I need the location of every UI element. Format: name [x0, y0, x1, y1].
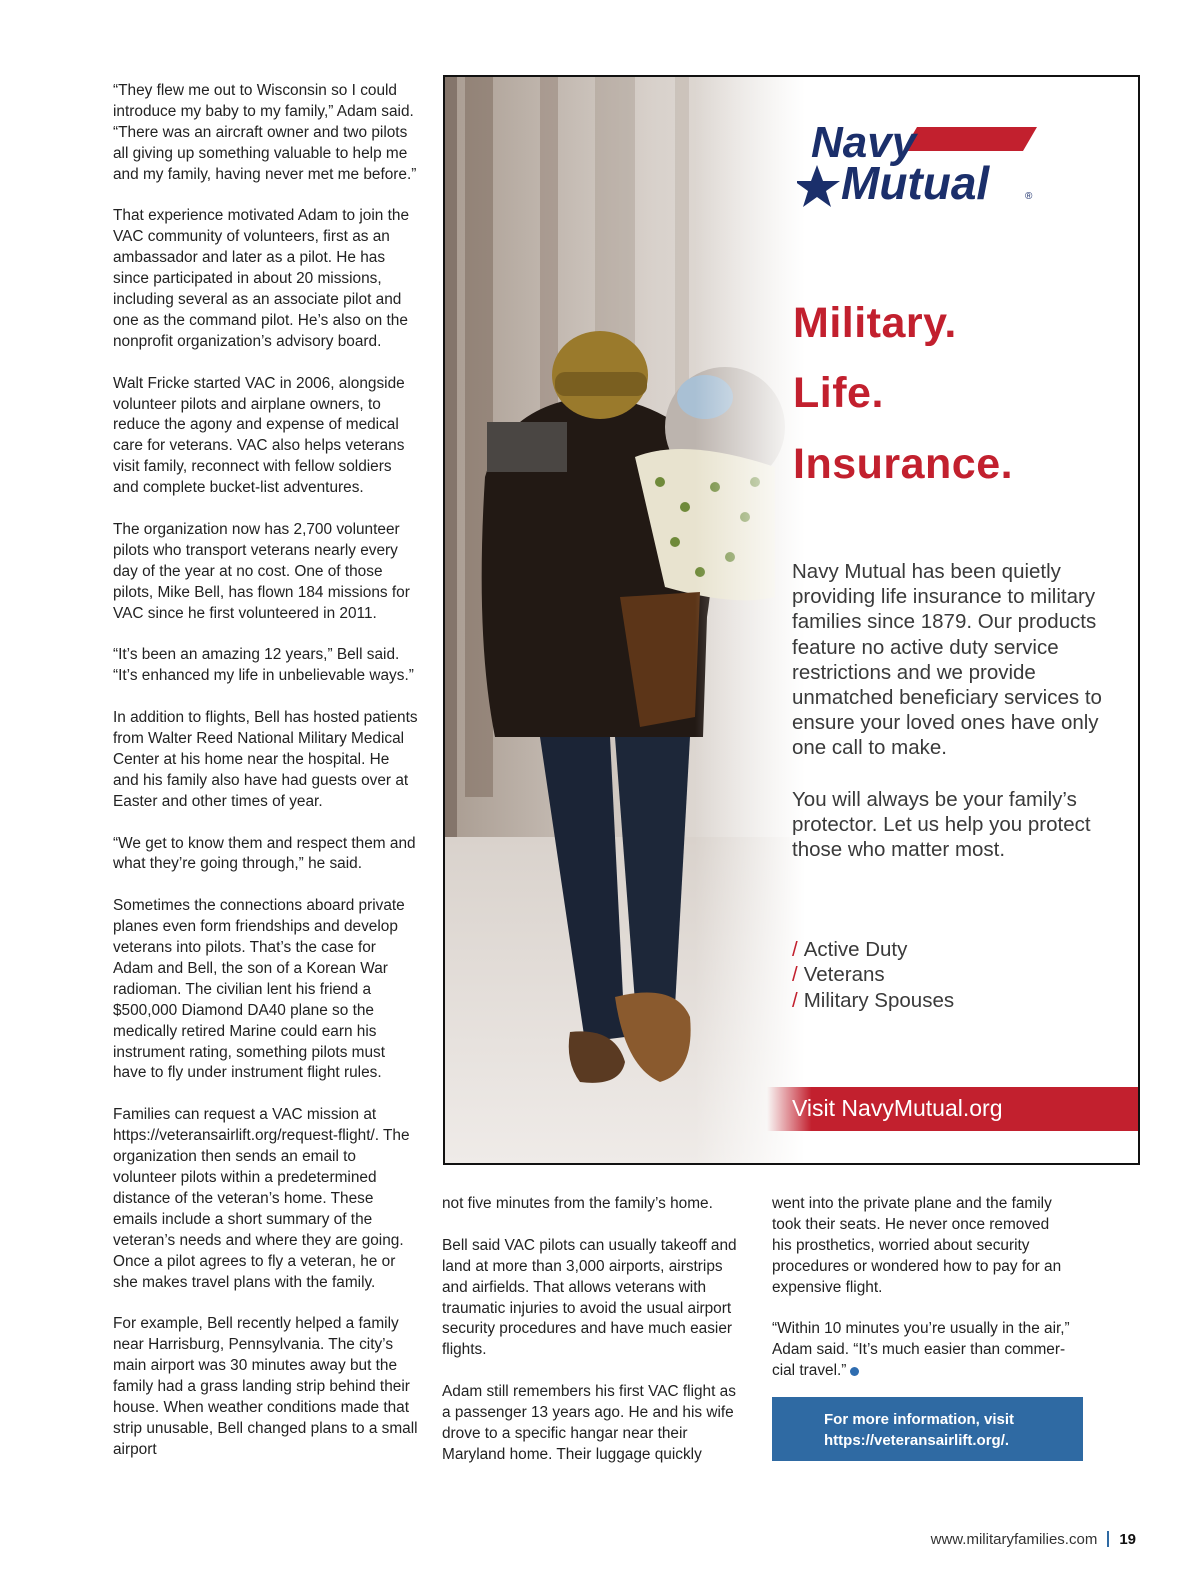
ad-headline-military: Military.: [793, 299, 957, 347]
article-paragraph: For example, Bell recently helped a family near Harrisburg, Pennsylvania. The city’s main airport was 30 minutes away but the family had a grass landing strip behind their house. When weather conditions made that strip unusable, Bell changed plans to a small airport: [113, 1315, 418, 1458]
page-number: 19: [1119, 1531, 1136, 1548]
navy-mutual-logo: [797, 113, 1037, 209]
article-paragraph: Sometimes the connections aboard private planes even form friendships and develop veterans into pilots. That’s the case for Adam and Bell, the son of a Korean War radioman. The civilian lent his friend a $500,000 Diamond DA40 plane so the medically retired Marine could earn his instrument rating, something pilots must have to fly under instrument flight rules.: [113, 897, 405, 1082]
ad-body-paragraph-2: You will always be your family’s protector. Let us help you protect those who matter most.: [792, 788, 1091, 862]
article-paragraph: not five minutes from the family’s home.: [442, 1195, 713, 1212]
svg-text:Mutual: Mutual: [841, 157, 990, 209]
article-paragraph: “They flew me out to Wisconsin so I could introduce my baby to my family,” Adam said. “There was an aircraft owner and two pilots all giving up something valuable to help me and my family, having never met me before.”: [113, 82, 417, 183]
article-paragraph: Walt Fricke started VAC in 2006, alongside volunteer pilots and airplane owners, to reduce the agony and expense of medical care for veterans. VAC also helps veterans visit family, reconnect with fellow soldiers and complete bucket-list adventures.: [113, 374, 405, 497]
article-paragraph: Families can request a VAC mission at https://veteransairlift.org/request-flight/. The organization then sends an email to volunteer pilots within a predetermined distance of the veteran’s home. These emails include a short summary of the veteran’s needs and where they are going. Once a pilot agrees to fly a veteran, he or she makes travel plans with the family.: [113, 1106, 410, 1291]
article-paragraph: That experience motivated Adam to join the VAC community of volunteers, first as an ambassador and later as a pilot. He has since participated in about 20 missions, including several as an associate pilot and one as the command pilot. He’s also on the nonprofit organization’s advisory board.: [113, 207, 410, 350]
ad-visit-link-text[interactable]: Visit NavyMutual.org: [792, 1095, 1003, 1121]
article-paragraph: Adam still remembers his first VAC flight as a passenger 13 years ago. He and his wife drove to a specific hangar near their Maryland home. Their luggage quickly: [442, 1383, 736, 1463]
ad-list-item: / Military Spouses: [792, 988, 955, 1012]
navy-mutual-advertisement[interactable]: [443, 75, 1140, 1165]
footer-url[interactable]: www.militaryfamilies.com: [930, 1531, 1098, 1548]
article-paragraph: In addition to flights, Bell has hosted patients from Walter Reed National Military Medical Center at his home near the hospital. He and his family also have had guests over at Easter and other times of year.: [113, 709, 418, 810]
article-paragraph: Bell said VAC pilots can usually takeoff and land at more than 3,000 airports, airstrips and airfields. That allows veterans with traumatic injuries to avoid the usual airport security procedures and have much easier flights.: [442, 1236, 737, 1359]
article-column-3: [772, 1194, 1072, 1382]
article-paragraph: “It’s been an amazing 12 years,” Bell said. “It’s enhanced my life in unbelievable ways.”: [113, 646, 414, 685]
ad-headline-life: Life.: [793, 369, 884, 417]
ad-headline-insurance: Insurance.: [793, 440, 1014, 488]
article-column-1: [113, 81, 418, 1461]
page-footer: [931, 1531, 1136, 1548]
ad-list-item: / Veterans: [792, 963, 885, 987]
article-paragraph: went into the private plane and the family took their seats. He never once removed his prosthetics, worried about security procedures or wondered how to pay for an expensive flight.: [772, 1195, 1062, 1296]
article-paragraph: The organization now has 2,700 volunteer pilots who transport veterans nearly every day of the year at no cost. One of those pilots, Mike Bell, has flown 184 missions for VAC since he first volunteered in 2011.: [113, 520, 410, 622]
ad-visit-link-banner[interactable]: [767, 1087, 1138, 1131]
article-paragraph: “Within 10 minutes you’re usually in the air,” Adam said. “It’s much easier than commercial travel.”: [772, 1320, 1070, 1380]
more-info-text: For more information, visit https://veteransairlift.org/.: [824, 1411, 1015, 1449]
article-paragraph: “We get to know them and respect them and what they’re going through,” he said.: [113, 834, 416, 873]
article-column-2: [442, 1194, 747, 1466]
svg-text:Navy: Navy: [811, 118, 917, 167]
end-of-article-icon: [850, 1367, 859, 1376]
ad-body-paragraph-1: Navy Mutual has been quietly providing life insurance to military families since 1879. Our products feature no active duty service restrictions and we provide unmatched beneficiary services to ensure your loved ones have only one call to make.: [792, 560, 1102, 760]
ad-audience-list: [792, 937, 954, 1013]
ad-list-item: / Active Duty: [792, 938, 908, 961]
more-info-box: [772, 1397, 1083, 1461]
footer-separator: [1107, 1531, 1109, 1547]
svg-text:®: ®: [1025, 191, 1033, 202]
